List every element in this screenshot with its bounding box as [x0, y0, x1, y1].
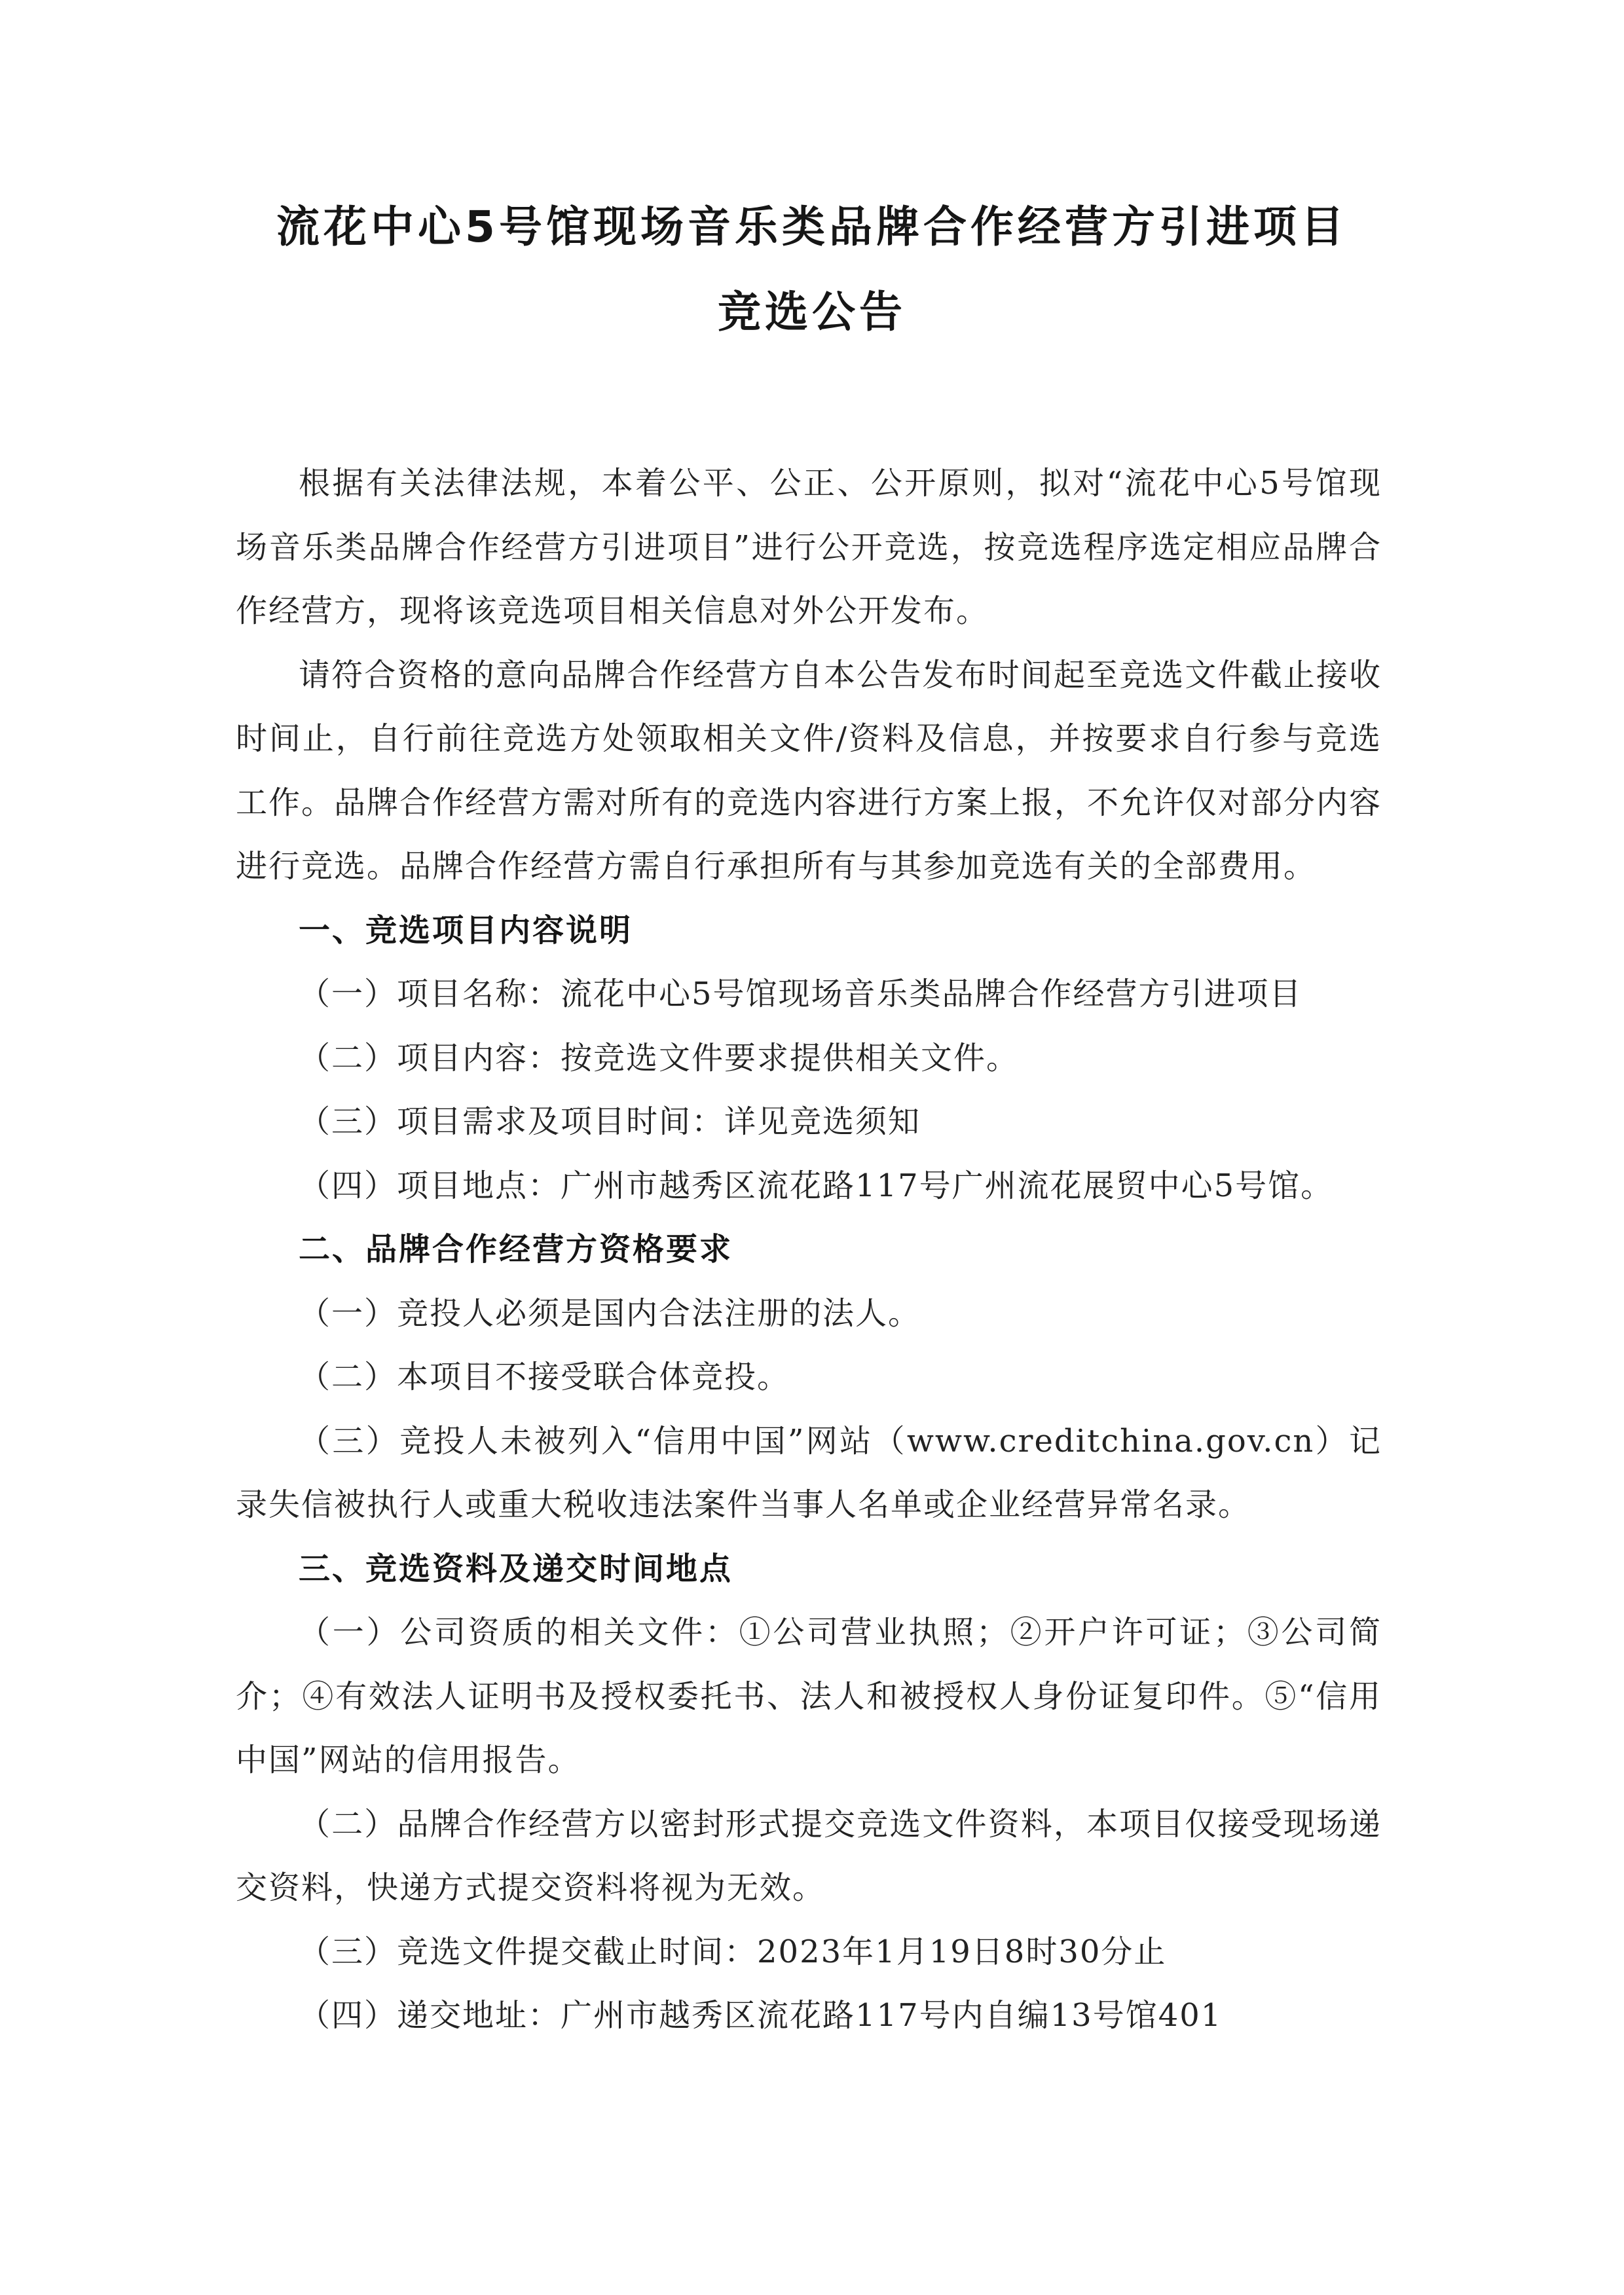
section-item: （二）品牌合作经营方以密封形式提交竞选文件资料，本项目仅接受现场递交资料，快递方式提交资料将视为无效。	[236, 1805, 1382, 1906]
document-title-line-2: 竞选公告	[718, 287, 906, 337]
section-item: （三）竞选文件提交截止时间：2023年1月19日8时30分止	[299, 1933, 1167, 1970]
section-item: （三）项目需求及项目时间：详见竞选须知	[299, 1103, 921, 1140]
section-item: （一）项目名称：流花中心5号馆现场音乐类品牌合作经营方引进项目	[299, 976, 1302, 1012]
section-item: （四）递交地址：广州市越秀区流花路117号内自编13号馆401	[299, 1997, 1223, 2034]
document-body	[236, 452, 1382, 2048]
section-item: （一）公司资质的相关文件：①公司营业执照；②开户许可证；③公司简介；④有效法人证明书及授权委托书、法人和被授权人身份证复印件。⑤“信用中国”网站的信用报告。	[236, 1614, 1382, 1778]
section-item: （一）竞投人必须是国内合法注册的法人。	[299, 1294, 921, 1332]
section-item: （四）项目地点：广州市越秀区流花路117号广州流花展贸中心5号馆。	[299, 1167, 1334, 1204]
intro-paragraph: 根据有关法律法规，本着公平、公正、公开原则，拟对“流花中心5号馆现场音乐类品牌合作经营方引进项目”进行公开竞选，按竞选程序选定相应品牌合作经营方，现将该竞选项目相关信息对外公开发布。	[236, 465, 1382, 629]
section-heading: 三、竞选资料及递交时间地点	[299, 1550, 733, 1587]
section-item: （二）项目内容：按竞选文件要求提供相关文件。	[299, 1039, 1020, 1076]
intro-paragraph: 请符合资格的意向品牌合作经营方自本公告发布时间起至竞选文件截止接收时间止，自行前往竞选方处领取相关文件/资料及信息，并按要求自行参与竞选工作。品牌合作经营方需对所有的竞选内容进行方案上报，不允许仅对部分内容进行竞选。品牌合作经营方需自行承担所有与其参加竞选有关的全部费用。	[236, 656, 1382, 885]
section-item: （三）竞投人未被列入“信用中国”网站（www.creditchina.gov.cn）记录失信被执行人或重大税收违法案件当事人名单或企业经营异常名录。	[236, 1422, 1382, 1523]
section-item: （二）本项目不接受联合体竞投。	[299, 1359, 790, 1395]
document-title-line-1: 流花中心5号馆现场音乐类品牌合作经营方引进项目	[276, 202, 1348, 252]
section-heading: 一、竞选项目内容说明	[299, 911, 633, 949]
section-heading: 二、品牌合作经营方资格要求	[299, 1231, 733, 1268]
